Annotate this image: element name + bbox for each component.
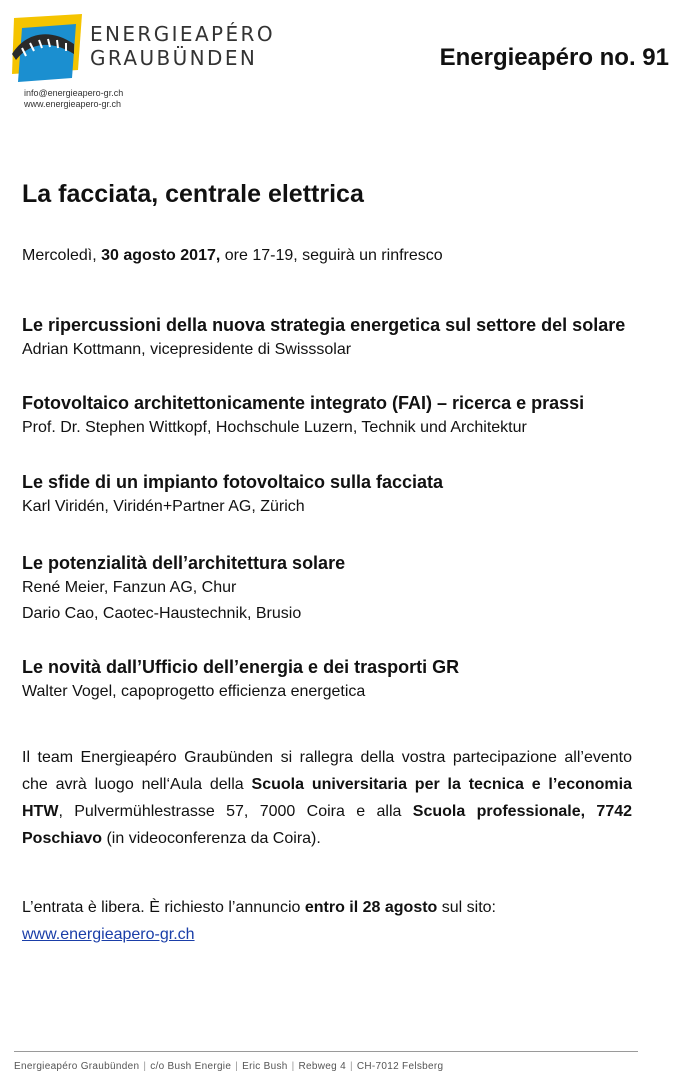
footer	[14, 1061, 443, 1072]
logo-line-2: GRAUBÜNDEN	[90, 46, 258, 70]
event-number: Energieapéro no. 91	[439, 44, 669, 71]
venue-paragraph	[22, 744, 632, 852]
date-line	[22, 247, 443, 265]
footer-separator: |	[349, 1061, 353, 1072]
logo-icon	[12, 14, 84, 86]
talk-speaker: Walter Vogel, capoprogetto efficienza energetica	[22, 683, 366, 700]
talk-item	[22, 391, 584, 441]
talk-speaker: Dario Cao, Caotec-Haustechnik, Brusio	[22, 605, 302, 622]
event-date: 30 agosto 2017,	[101, 247, 221, 264]
talk-title: Fotovoltaico architettonicamente integrato (FAI) – ricerca e prassi	[22, 393, 585, 413]
contact-block	[24, 88, 123, 110]
venue-text: (in videoconferenza da Coira).	[102, 830, 321, 847]
talk-title: Le sfide di un impianto fotovoltaico sulla facciata	[22, 472, 444, 492]
logo-text	[90, 22, 275, 70]
date-prefix: Mercoledì,	[22, 247, 102, 264]
venue-text: , Pulvermühlestrasse 57, 7000 Coira e alla	[58, 803, 413, 820]
footer-co: c/o Bush Energie	[150, 1061, 232, 1072]
registration-link[interactable]: www.energieapero-gr.ch	[22, 926, 195, 943]
talk-title: Le potenzialità dell’architettura solare	[22, 553, 346, 573]
talk-item	[22, 655, 459, 705]
talk-speaker: Adrian Kottmann, vicepresidente di Swisssolar	[22, 341, 352, 358]
venue-text: Il team Energieapéro Graubünden si rallegra della vostra partecipazione all’evento che avrà luogo nell‘Aula della	[22, 749, 632, 793]
talk-speaker: Prof. Dr. Stephen Wittkopf, Hochschule Luzern, Technik und Architektur	[22, 419, 527, 436]
contact-email[interactable]: info@energieapero-gr.ch	[24, 88, 124, 98]
footer-separator: |	[143, 1061, 147, 1072]
talk-title: Le novità dall’Ufficio dell’energia e dei trasporti GR	[22, 657, 460, 677]
talk-speaker: René Meier, Fanzun AG, Chur	[22, 579, 237, 596]
footer-contact: Eric Bush	[242, 1061, 288, 1072]
registration-text: sul sito:	[437, 899, 496, 916]
footer-street: Rebweg 4	[298, 1061, 346, 1072]
footer-separator: |	[291, 1061, 295, 1072]
talk-item	[22, 313, 625, 363]
footer-org: Energieapéro Graubünden	[14, 1061, 140, 1072]
contact-website[interactable]: www.energieapero-gr.ch	[24, 99, 122, 109]
date-suffix: ore 17-19, seguirà un rinfresco	[220, 247, 443, 264]
footer-city: CH-7012 Felsberg	[356, 1061, 444, 1072]
registration-text: L’entrata è libera. È richiesto l’annuncio	[22, 899, 305, 916]
page-title: La facciata, centrale elettrica	[22, 180, 364, 208]
talk-speaker: Karl Viridén, Viridén+Partner AG, Zürich	[22, 498, 305, 515]
talk-item	[22, 551, 345, 627]
venue-school-htw: Scuola universitaria per la tecnica e l’economia HTW	[22, 776, 632, 820]
talk-item	[22, 470, 443, 520]
logo-line-1: ENERGIEAPÉRO	[90, 22, 275, 46]
talk-title: Le ripercussioni della nuova strategia energetica sul settore del solare	[22, 315, 626, 335]
footer-separator: |	[235, 1061, 239, 1072]
footer-divider	[14, 1051, 638, 1052]
venue-school-poschiavo: Scuola professionale, 7742 Poschiavo	[22, 803, 633, 847]
registration-paragraph	[22, 894, 632, 948]
registration-deadline: entro il 28 agosto	[304, 899, 438, 916]
